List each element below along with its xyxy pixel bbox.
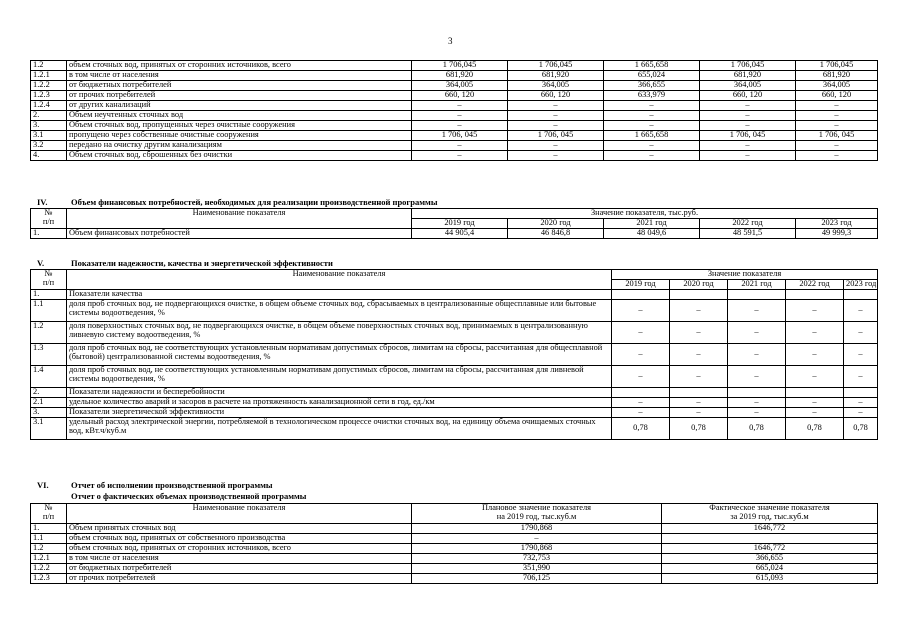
table-volumes-continued bbox=[30, 60, 878, 161]
value-cell: 660, 120 bbox=[796, 91, 878, 101]
row-name: от прочих потребителей bbox=[67, 574, 412, 584]
value-cell: 1 706,045 bbox=[700, 61, 796, 71]
header-year: 2022 год bbox=[700, 219, 796, 229]
table-row bbox=[31, 121, 878, 131]
row-name: от прочих потребителей bbox=[67, 91, 412, 101]
header-year: 2023 год bbox=[844, 280, 878, 290]
value-cell: 0,78 bbox=[844, 418, 878, 440]
value-cell: – bbox=[508, 111, 604, 121]
row-number: 3. bbox=[31, 408, 67, 418]
table-actual-volumes bbox=[30, 503, 878, 584]
value-cell: 1 706, 045 bbox=[508, 131, 604, 141]
row-number: 4. bbox=[31, 151, 67, 161]
value-cell: 1 706, 045 bbox=[412, 131, 508, 141]
table-row bbox=[31, 408, 878, 418]
table-reliability-indicators bbox=[30, 269, 878, 440]
value-cell: – bbox=[700, 101, 796, 111]
row-name: объем сточных вод, принятых от сторонних источников, всего bbox=[67, 61, 412, 71]
row-name: Объем сточных вод, пропущенных через очистные сооружения bbox=[67, 121, 412, 131]
value-cell: – bbox=[728, 398, 786, 408]
header-number: № п/п bbox=[31, 504, 67, 524]
value-cell: – bbox=[604, 111, 700, 121]
table-row bbox=[31, 322, 878, 344]
value-cell: – bbox=[604, 101, 700, 111]
value-cell: 0,78 bbox=[728, 418, 786, 440]
value-cell: – bbox=[844, 366, 878, 388]
value-cell: – bbox=[670, 300, 728, 322]
value-cell: 49 999,3 bbox=[796, 229, 878, 239]
table-row bbox=[31, 61, 878, 71]
value-cell: – bbox=[670, 322, 728, 344]
header-year: 2019 год bbox=[612, 280, 670, 290]
header-year: 2023 год bbox=[796, 219, 878, 229]
row-number: 1. bbox=[31, 229, 67, 239]
value-cell: – bbox=[612, 322, 670, 344]
value-cell: – bbox=[508, 151, 604, 161]
row-number: 1.2.4 bbox=[31, 101, 67, 111]
table-row bbox=[31, 101, 878, 111]
row-number: 3.1 bbox=[31, 131, 67, 141]
value-cell: 681,920 bbox=[796, 71, 878, 81]
row-number: 1.2.2 bbox=[31, 81, 67, 91]
value-cell: – bbox=[412, 121, 508, 131]
value-cell: – bbox=[728, 408, 786, 418]
value-cell: – bbox=[412, 101, 508, 111]
row-number: 1. bbox=[31, 524, 67, 534]
row-name: Показатели энергетической эффективности bbox=[67, 408, 612, 418]
value-cell: – bbox=[844, 300, 878, 322]
value-cell: 681,920 bbox=[700, 71, 796, 81]
value-cell: – bbox=[700, 111, 796, 121]
row-name: пропущено через собственные очистные сооружения bbox=[67, 131, 412, 141]
row-number: 1. bbox=[31, 290, 67, 300]
table-row bbox=[31, 544, 878, 554]
value-cell: 364,005 bbox=[508, 81, 604, 91]
header-year: 2021 год bbox=[604, 219, 700, 229]
row-number: 1.2.2 bbox=[31, 564, 67, 574]
header-year: 2022 год bbox=[786, 280, 844, 290]
value-cell: 364,005 bbox=[700, 81, 796, 91]
row-number: 1.4 bbox=[31, 366, 67, 388]
table-row bbox=[31, 151, 878, 161]
value-cell: 1 665,658 bbox=[604, 61, 700, 71]
row-number: 2.1 bbox=[31, 398, 67, 408]
row-name: Показатели надежности и бесперебойности bbox=[67, 388, 612, 398]
value-cell: 1 665,658 bbox=[604, 131, 700, 141]
value-cell: – bbox=[728, 366, 786, 388]
value-cell: 46 846,8 bbox=[508, 229, 604, 239]
value-cell: 0,78 bbox=[786, 418, 844, 440]
table-row bbox=[31, 91, 878, 101]
row-name: от бюджетных потребителей bbox=[67, 564, 412, 574]
value-cell bbox=[786, 290, 844, 300]
value-cell: – bbox=[612, 366, 670, 388]
value-cell: – bbox=[670, 408, 728, 418]
row-name: Объем сточных вод, сброшенных без очистки bbox=[67, 151, 412, 161]
row-name: удельное количество аварий и засоров в расчете на протяженность канализационной сети в год, ед./км bbox=[67, 398, 612, 408]
value-cell bbox=[670, 388, 728, 398]
plan-value: – bbox=[412, 534, 662, 544]
value-cell: 681,920 bbox=[412, 71, 508, 81]
plan-value: 706,125 bbox=[412, 574, 662, 584]
header-number: № п/п bbox=[31, 209, 67, 229]
row-name: удельный расход электрической энергии, потребляемой в технологическом процессе очистки сточных вод, на единицу объема очищаемых сточных вод, кВт.ч/куб.м bbox=[67, 418, 612, 440]
value-cell: – bbox=[670, 366, 728, 388]
table-row bbox=[31, 344, 878, 366]
value-cell: – bbox=[612, 408, 670, 418]
section-v-title: V. Показатели надежности, качества и энергетической эффективности bbox=[37, 258, 333, 268]
value-cell: 48 591,5 bbox=[700, 229, 796, 239]
row-number: 1.2.1 bbox=[31, 71, 67, 81]
value-cell: 44 905,4 bbox=[412, 229, 508, 239]
value-cell: – bbox=[508, 101, 604, 111]
value-cell bbox=[786, 388, 844, 398]
header-number: № п/п bbox=[31, 270, 67, 290]
value-cell: – bbox=[786, 300, 844, 322]
value-cell: – bbox=[796, 111, 878, 121]
table-row bbox=[31, 388, 878, 398]
row-name: доля поверхностных сточных вод, не подвергающихся очистке, в общем объеме поверхностных сточных вод, принимаемых в централизованную ливневую систему водоотведения, % bbox=[67, 322, 612, 344]
table-row bbox=[31, 71, 878, 81]
table-row bbox=[31, 270, 878, 280]
header-year: 2020 год bbox=[670, 280, 728, 290]
value-cell bbox=[612, 290, 670, 300]
row-name: Объем неучтенных сточных вод bbox=[67, 111, 412, 121]
value-cell bbox=[728, 290, 786, 300]
value-cell: – bbox=[604, 141, 700, 151]
header-fact: Фактическое значение показателя за 2019 год, тыс.куб.м bbox=[662, 504, 878, 524]
row-number: 1.3 bbox=[31, 344, 67, 366]
row-number: 1.2.3 bbox=[31, 574, 67, 584]
value-cell: – bbox=[786, 366, 844, 388]
value-cell: 1 706, 045 bbox=[796, 131, 878, 141]
value-cell: – bbox=[700, 141, 796, 151]
row-number: 1.2 bbox=[31, 544, 67, 554]
value-cell: – bbox=[786, 408, 844, 418]
value-cell: 1 706,045 bbox=[508, 61, 604, 71]
table-row bbox=[31, 418, 878, 440]
value-cell: 1 706, 045 bbox=[700, 131, 796, 141]
value-cell: – bbox=[508, 141, 604, 151]
row-name: от других канализаций bbox=[67, 101, 412, 111]
table-row bbox=[31, 504, 878, 524]
table-row bbox=[31, 398, 878, 408]
table-row bbox=[31, 300, 878, 322]
row-name: объем сточных вод, принятых от собственного производства bbox=[67, 534, 412, 544]
fact-value: 1646,772 bbox=[662, 544, 878, 554]
value-cell: 1 706,045 bbox=[796, 61, 878, 71]
value-cell: – bbox=[612, 398, 670, 408]
value-cell: – bbox=[604, 121, 700, 131]
table-row bbox=[31, 141, 878, 151]
value-cell: 660, 120 bbox=[508, 91, 604, 101]
fact-value: 1646,772 bbox=[662, 524, 878, 534]
value-cell: – bbox=[604, 151, 700, 161]
table-row bbox=[31, 574, 878, 584]
value-cell: – bbox=[844, 344, 878, 366]
value-cell: – bbox=[412, 141, 508, 151]
value-cell: 1 706,045 bbox=[412, 61, 508, 71]
value-cell: 681,920 bbox=[508, 71, 604, 81]
row-name: доля проб сточных вод, не соответствующих установленным нормативам допустимых сбросов, лимитам на сбросы, рассчитанная для ливневой системы водоотведения, % bbox=[67, 366, 612, 388]
value-cell: 48 049,6 bbox=[604, 229, 700, 239]
header-year: 2021 год bbox=[728, 280, 786, 290]
value-cell: 660, 120 bbox=[412, 91, 508, 101]
value-cell: – bbox=[844, 408, 878, 418]
plan-value: 351,990 bbox=[412, 564, 662, 574]
row-name: Показатели качества bbox=[67, 290, 612, 300]
row-number: 1.1 bbox=[31, 300, 67, 322]
row-number: 1.2.1 bbox=[31, 554, 67, 564]
fact-value bbox=[662, 534, 878, 544]
row-number: 2. bbox=[31, 111, 67, 121]
plan-value: 732,753 bbox=[412, 554, 662, 564]
table-row bbox=[31, 81, 878, 91]
value-cell: – bbox=[786, 344, 844, 366]
header-plan: Плановое значение показателя на 2019 год, тыс.куб.м bbox=[412, 504, 662, 524]
table-financial-needs bbox=[30, 208, 878, 239]
fact-value: 615,093 bbox=[662, 574, 878, 584]
table-row bbox=[31, 524, 878, 534]
value-cell: – bbox=[844, 398, 878, 408]
row-number: 3.2 bbox=[31, 141, 67, 151]
value-cell bbox=[728, 388, 786, 398]
header-year: 2019 год bbox=[412, 219, 508, 229]
header-year: 2020 год bbox=[508, 219, 604, 229]
row-number: 3.1 bbox=[31, 418, 67, 440]
header-name: Наименование показателя bbox=[67, 209, 412, 229]
row-number: 2. bbox=[31, 388, 67, 398]
table-row bbox=[31, 366, 878, 388]
table-row bbox=[31, 131, 878, 141]
row-name: передано на очистку другим канализациям bbox=[67, 141, 412, 151]
value-cell: 655,024 bbox=[604, 71, 700, 81]
value-cell: – bbox=[844, 322, 878, 344]
row-number: 1.2.3 bbox=[31, 91, 67, 101]
row-name: в том числе от населения bbox=[67, 554, 412, 564]
row-name: Объем принятых сточных вод bbox=[67, 524, 412, 534]
row-name: доля проб сточных вод, не соответствующих установленным нормативам допустимых сбросов, лимитам на сбросы, рассчитанная для общесплавной (бытовой) централизованной системы водоотведения, % bbox=[67, 344, 612, 366]
value-cell: 633,979 bbox=[604, 91, 700, 101]
header-values: Значение показателя bbox=[612, 270, 878, 280]
value-cell: – bbox=[796, 101, 878, 111]
row-name: от бюджетных потребителей bbox=[67, 81, 412, 91]
header-name: Наименование показателя bbox=[67, 504, 412, 524]
value-cell: 364,005 bbox=[796, 81, 878, 91]
table-row bbox=[31, 111, 878, 121]
value-cell: 660, 120 bbox=[700, 91, 796, 101]
table-row bbox=[31, 554, 878, 564]
value-cell: – bbox=[786, 398, 844, 408]
value-cell bbox=[844, 388, 878, 398]
value-cell: – bbox=[728, 344, 786, 366]
row-number: 1.2 bbox=[31, 322, 67, 344]
value-cell: – bbox=[700, 151, 796, 161]
value-cell: – bbox=[796, 151, 878, 161]
header-values: Значение показателя, тыс.руб. bbox=[412, 209, 878, 219]
table-row bbox=[31, 534, 878, 544]
row-name: доля проб сточных вод, не подвергающихся очистке, в общем объеме сточных вод, сбрасываемых в централизованные общесплавные или бытовые системы водоотведения, % bbox=[67, 300, 612, 322]
table-row bbox=[31, 209, 878, 219]
value-cell bbox=[844, 290, 878, 300]
value-cell: 364,005 bbox=[412, 81, 508, 91]
section-vi-subtitle: Отчет о фактических объемах производственной программы bbox=[71, 491, 307, 501]
value-cell: 0,78 bbox=[670, 418, 728, 440]
fact-value: 665,024 bbox=[662, 564, 878, 574]
table-row bbox=[31, 229, 878, 239]
value-cell: – bbox=[728, 322, 786, 344]
page-number: 3 bbox=[448, 36, 453, 46]
value-cell: 0,78 bbox=[612, 418, 670, 440]
section-iv-title: IV. Объем финансовых потребностей, необходимых для реализации производственной программы bbox=[37, 197, 438, 207]
value-cell: – bbox=[786, 322, 844, 344]
row-name: объем сточных вод, принятых от сторонних источников, всего bbox=[67, 544, 412, 554]
value-cell: – bbox=[412, 151, 508, 161]
fact-value: 366,655 bbox=[662, 554, 878, 564]
row-name: Объем финансовых потребностей bbox=[67, 229, 412, 239]
plan-value: 1790,868 bbox=[412, 544, 662, 554]
header-name: Наименование показателя bbox=[67, 270, 612, 290]
value-cell bbox=[612, 388, 670, 398]
value-cell: – bbox=[670, 398, 728, 408]
value-cell: 366,655 bbox=[604, 81, 700, 91]
row-number: 3. bbox=[31, 121, 67, 131]
value-cell: – bbox=[796, 141, 878, 151]
row-number: 1.2 bbox=[31, 61, 67, 71]
row-number: 1.1 bbox=[31, 534, 67, 544]
value-cell: – bbox=[508, 121, 604, 131]
row-name: в том числе от населения bbox=[67, 71, 412, 81]
value-cell: – bbox=[700, 121, 796, 131]
value-cell: – bbox=[612, 344, 670, 366]
value-cell: – bbox=[670, 344, 728, 366]
plan-value: 1790,868 bbox=[412, 524, 662, 534]
table-row bbox=[31, 290, 878, 300]
value-cell: – bbox=[412, 111, 508, 121]
table-row bbox=[31, 564, 878, 574]
value-cell: – bbox=[728, 300, 786, 322]
value-cell: – bbox=[796, 121, 878, 131]
value-cell: – bbox=[612, 300, 670, 322]
value-cell bbox=[670, 290, 728, 300]
section-vi-title: VI. Отчет об исполнении производственной программы bbox=[37, 480, 273, 490]
